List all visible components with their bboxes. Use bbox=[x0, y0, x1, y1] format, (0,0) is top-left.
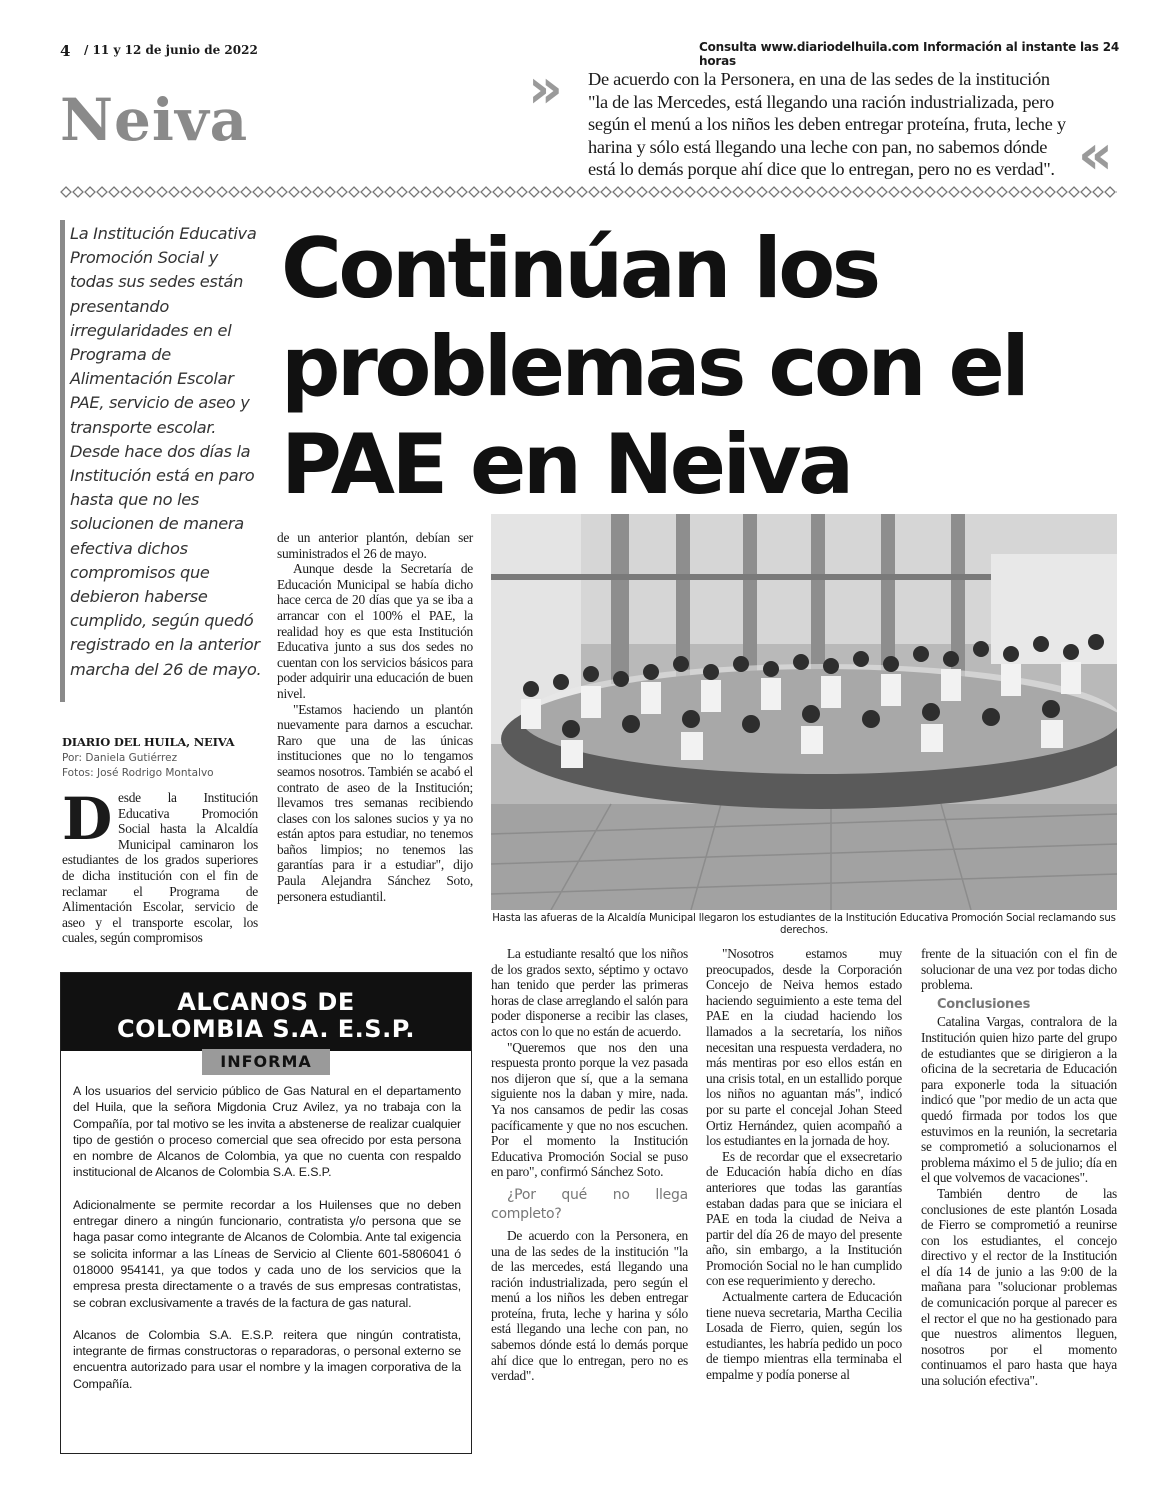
page-number: 4 bbox=[60, 42, 71, 60]
article-paragraph: Catalina Vargas, contralora de la Institución quien hizo parte del grupo de estudiantes que se dirigieron a la oficina de la secretaria de Educación para exponerle toda la situación indicó que "por medio de un acta que quedó firmada por todos los que estuvimos en la reunión, la secretaria se comprometió a solucionarnos el problema máximo el 5 de julio; día en el que volvemos de vacaciones". bbox=[921, 1014, 1117, 1186]
article-paragraph: "Estamos haciendo un plantón nuevamente para darnos a escuchar. Raro que una de las únicas instituciones que no lo tengamos seamos nosotros. También se acabó el contrato de aseo de la Institución; llevamos tres semanas recibiendo clases con los salones sucios y ya no están aptos para estudiar, no tenemos baños limpios; no tenemos las garantías para ir a estudiar", dijo Paula Alejandra Sánchez Soto, personera estudiantil. bbox=[277, 701, 473, 904]
article-paragraph: Es de recordar que el exsecretario de Educación había dicho en días anteriores que todas las garantías estaban dadas para que se iniciara el PAE en toda la ciudad de Neiva a partir del día 26 de mayo del presente año, sin embargo, a la Institución Promoción Social no le han cumplido con ese requerimiento y derecho. bbox=[706, 1148, 902, 1289]
article-paragraph: "Nosotros estamos muy preocupados, desde la Corporación Concejo de Neiva hemos estado haciendo seguimiento a este tema del PAE en la ciudad haciendo los llamados a la secretaría, los niños necesitan una respuesta verdadera, no más mentiras por eso ellos están en una crisis total, en un estallido porque los niños no aguantan más", indicó por su parte el concejal Johan Steed Ortiz Hernández, quien acompañó a los estudiantes en la jornada de hoy. bbox=[706, 946, 902, 1149]
article-paragraph: De acuerdo con la Personera, en una de las sedes de la institución "la de las mercedes, está llegando una ración industrializada, pero según el menú a los niños les deben entregar proteína, fruta, leche y harina y sólo está llegando una leche con pan, no sabemos dónde está lo demás porque ahí dice que lo entregan, pero no es verdad". bbox=[491, 1227, 688, 1384]
section-title: Neiva bbox=[60, 86, 249, 154]
article-paragraph: "Queremos que nos den una respuesta pronto porque la vez pasada nos dijeron que sí, que a la semana siguiente nos la daban y mire, nada. Ya nos cansamos de pedir las cosas pacíficamente y que no nos escuchen. Por el momento la Institución Educativa Promoción Social se puso en paro", confirmó Sánchez Soto. bbox=[491, 1039, 688, 1180]
dropcap: D bbox=[62, 785, 113, 853]
advertisement-box bbox=[60, 972, 472, 1454]
article-paragraph: frente de la situación con el fin de solucionar de una vez por todas dicho problema. bbox=[921, 946, 1117, 993]
article-paragraph: Aunque desde la Secretaría de Educación Municipal se había dicho hace cerca de 20 días que ya se iba a arrancar con el 100% el PAE, la realidad hoy es que esta Institución Educativa junto a sus dos sedes no cuentan con los servicios básicos para poder adquirir una educación de buen nivel. bbox=[277, 561, 473, 701]
ad-title-line-2: COLOMBIA S.A. E.S.P. bbox=[117, 1015, 415, 1043]
photo-caption: Hasta las afueras de la Alcaldía Municipal llegaron los estudiantes de la Institución Educativa Promoción Social reclamando sus derechos. bbox=[492, 913, 1116, 936]
ad-body bbox=[73, 1083, 461, 1408]
byline-photo: Fotos: José Rodrigo Montalvo bbox=[62, 767, 214, 779]
subheading: Conclusiones bbox=[937, 996, 1031, 1012]
byline-org: DIARIO DEL HUILA, NEIVA bbox=[62, 735, 235, 749]
ad-header bbox=[61, 973, 471, 1051]
article-paragraph: esde la Institución Educativa Promoción Social hasta la Alcaldía Municipal caminaron los estudiantes de los grados superiores de dicha institución con el fin de reclamar el Programa de Alimentación Escolar, servicio de aseo y el transporte escolar, los cuales, según compromisos bbox=[62, 790, 258, 946]
article-paragraph: Actualmente cartera de Educación tiene nueva secretaria, Martha Cecilia Losada de Fierro, quien, según los estudiantes, les habría pedido un poco de tiempo mientras ella terminaba el empalme y podía ponerse al bbox=[706, 1289, 902, 1383]
article-photo bbox=[491, 514, 1117, 910]
ad-title-line-1: ALCANOS DE bbox=[177, 988, 355, 1016]
quote-close-icon: « bbox=[1078, 123, 1105, 186]
quote-open-icon: » bbox=[528, 57, 555, 120]
article-paragraph: de un anterior plantón, debían ser suministrados el 26 de mayo. bbox=[277, 530, 473, 561]
article-column-5 bbox=[921, 946, 1117, 1389]
ad-paragraph: Adicionalmente se permite recordar a los Huilenses que no deben entregar dinero a ningún funcionario, contratista y/o persona que se haga pasar como integrante de Alcanos de Colombia. Ante tal exigencia se solicita informar a las Líneas de Servicio al Cliente 601-5806041 ó 018000 954141, ya que todos y cada uno de los servicios que la empresa presta directamente o a través de sus empresas contratistas, se cobran exclusivamente a través de la factura de gas natural. bbox=[73, 1197, 461, 1310]
article-column-4 bbox=[706, 946, 902, 1383]
site-tagline: Consulta www.diariodelhuila.com Información al instante las 24 horas bbox=[699, 40, 1120, 68]
page-date: / 11 y 12 de junio de 2022 bbox=[84, 43, 258, 57]
article-paragraph: También dentro de las conclusiones de este plantón Losada de Fierro se comprometió a reunirse con los estudiantes, el concejo directivo y el rector de la Institución el día 14 de junio a las 9:00 de la mañana para "solucionar problemas de comunicación porque al parecer es el rector el que no ha gestionado para que nuestros alimentos lleguen, nosotros por el momento continuamos el paro hasta que haya una solución efectiva". bbox=[921, 1185, 1117, 1389]
ad-tag: INFORMA bbox=[202, 1049, 330, 1075]
ad-paragraph: A los usuarios del servicio público de Gas Natural en el departamento del Huila, que la señora Migdonia Cruz Avilez, ya no trabaja con la Compañía, por tal motivo se les invita a abstenerse de realizar cualquier tipo de gestión o proceso comercial que sea ofrecido por esta persona en nombre de Alcanos de Colombia, ya que no cuenta con respaldo institucional de Alcanos de Colombia S.A. E.S.P. bbox=[73, 1084, 461, 1180]
article-column-1 bbox=[62, 785, 258, 946]
ornamental-divider bbox=[60, 186, 1117, 198]
article-summary: La Institución Educativa Promoción Social y todas sus sedes están presentando irregularidades en el Programa de Alimentación Escolar PAE, servicio de aseo y transporte escolar. Desde hace dos días la Institución está en paro hasta que no les solucionen de manera efectiva dichos compromisos que debieron haberse cumplido, según quedó registrado en la anterior marcha del 26 de mayo. bbox=[70, 224, 262, 679]
pull-quote: De acuerdo con la Personera, en una de las sedes de la institución "la de las Mercedes, está llegando una ración industrializada, pero según el menú a los niños les deben entregar proteína, fruta, leche y harina y sólo está llegando una leche con pan, no sabemos dónde está lo demás porque ahí dice que lo entregan, pero no es verdad". bbox=[588, 69, 1066, 179]
article-column-2 bbox=[277, 530, 473, 904]
byline-author: Por: Daniela Gutiérrez bbox=[62, 752, 178, 764]
article-column-3 bbox=[491, 946, 688, 1384]
headline: Continúan los problemas con el PAE en Neiva bbox=[281, 220, 1027, 513]
subheading: ¿Por qué no llega completo? bbox=[491, 1186, 688, 1222]
summary-bar bbox=[60, 220, 65, 702]
article-paragraph: La estudiante resaltó que los niños de los grados sexto, séptimo y octavo han tenido que perder las primeras horas de clase arreglando el salón para poder disponerse a recibir las clases, actos con lo que no están de acuerdo. bbox=[491, 946, 688, 1039]
ad-paragraph: Alcanos de Colombia S.A. E.S.P. reitera que ningún contratista, integrante de firmas constructoras o reparadoras, o personal externo se encuentra autorizado para usar el nombre y la imagen corporativa de la Compañía. bbox=[73, 1327, 461, 1391]
